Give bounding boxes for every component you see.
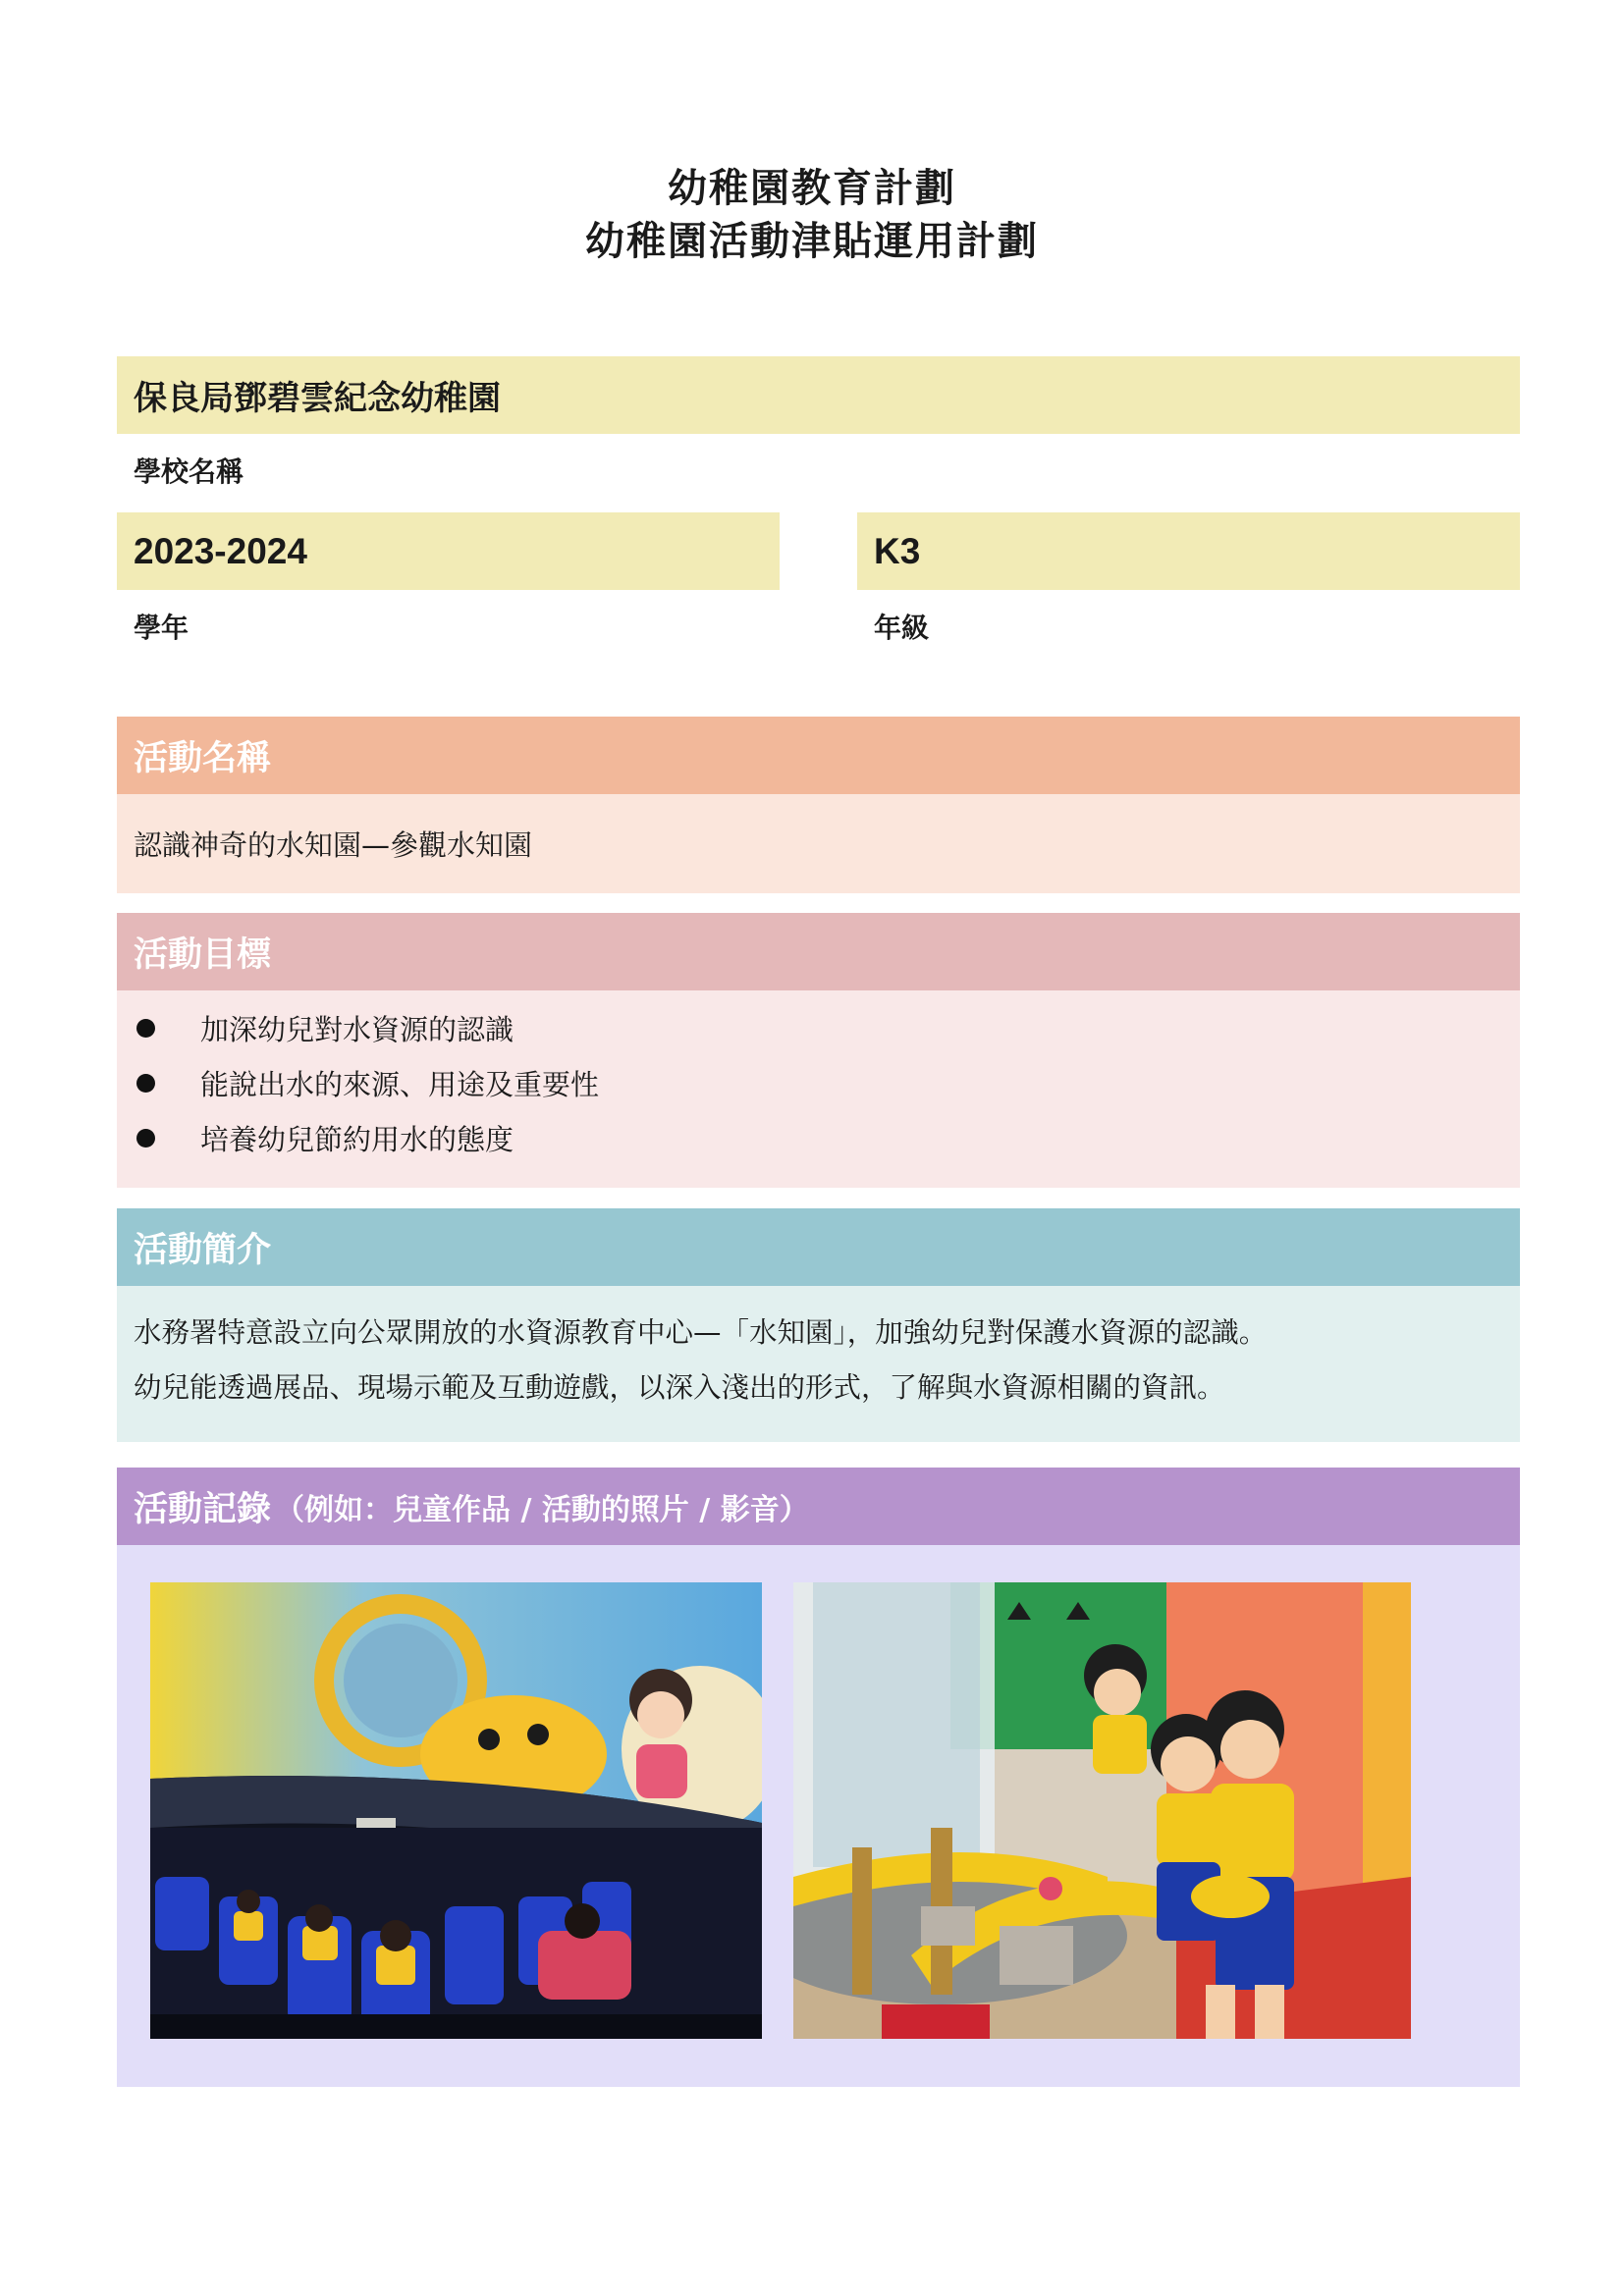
activity-name-heading: 活動名稱 [134, 738, 272, 778]
grade-field [857, 512, 1520, 590]
school-year-label: 學年 [134, 612, 189, 644]
school-year-value: 2023-2024 [134, 530, 307, 571]
activity-name-panel [117, 794, 1520, 893]
document-subtitle: 幼稚園活動津貼運用計劃 [585, 219, 1039, 264]
school-name-value: 保良局鄧碧雲紀念幼稚園 [134, 379, 501, 418]
grade-value: K3 [874, 530, 921, 571]
activity-goals-heading: 活動目標 [134, 934, 272, 975]
activity-goals-header [117, 913, 1520, 990]
activity-record-note: （例如：兒童作品 / 活動的照片 / 影音） [275, 1492, 809, 1527]
activity-record-header [117, 1468, 1520, 1545]
bullet-icon [136, 1129, 155, 1148]
activity-name-value: 認識神奇的水知園—參觀水知園 [134, 828, 533, 862]
list-item: 加深幼兒對水資源的認識 [134, 1000, 1520, 1055]
document-title: 幼稚園教育計劃 [668, 166, 956, 211]
list-item: 能說出水的來源、用途及重要性 [134, 1055, 1520, 1110]
bullet-icon [136, 1074, 155, 1093]
intro-text-line-2: 幼兒能透過展品、現場示範及互動遊戲，以深入淺出的形式，了解與水資源相關的資訊。 [134, 1371, 1225, 1404]
school-year-field [117, 512, 780, 590]
activity-record-heading: 活動記錄 [134, 1489, 272, 1529]
bullet-icon [136, 1019, 155, 1038]
photo-water-exhibit [793, 1582, 1411, 2039]
goals-list [134, 1000, 1520, 1165]
school-name-field [117, 356, 1520, 434]
school-name-label: 學校名稱 [134, 455, 244, 488]
intro-text-line-1: 水務署特意設立向公眾開放的水資源教育中心—「水知園」，加強幼兒對保護水資源的認識。 [134, 1316, 1268, 1349]
grade-label: 年級 [874, 612, 930, 644]
activity-goals-panel [117, 990, 1520, 1188]
activity-intro-panel [117, 1286, 1520, 1442]
activity-intro-heading: 活動簡介 [134, 1230, 272, 1270]
list-item: 培養幼兒節約用水的態度 [134, 1110, 1520, 1165]
activity-name-header [117, 717, 1520, 794]
activity-intro-header [117, 1208, 1520, 1286]
photo-dome-theatre [150, 1582, 762, 2039]
